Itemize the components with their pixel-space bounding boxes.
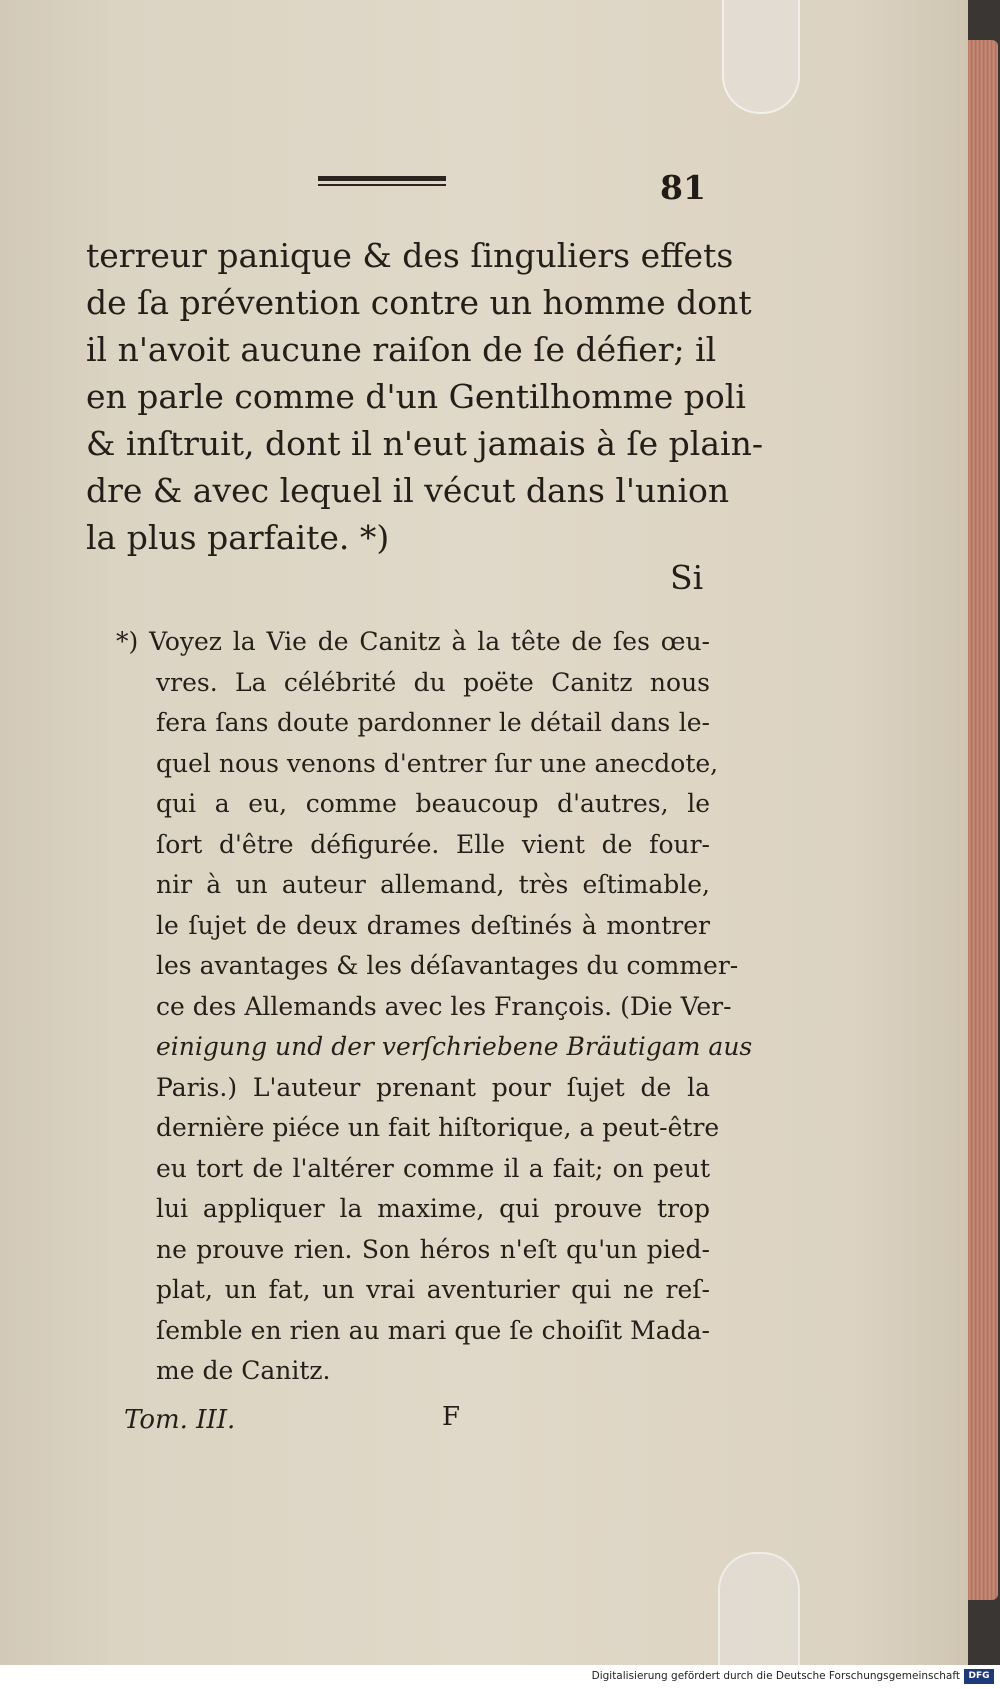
page-block-edge <box>968 40 998 1600</box>
dfg-logo: DFG <box>964 1669 994 1684</box>
footnote-line: qui a eu, comme beaucoup d'autres, le <box>156 789 710 818</box>
body-line: la plus parfaite. *) <box>86 518 390 557</box>
volume-signature: Tom. III. <box>124 1405 236 1435</box>
footnote-line: einigung und der verſchriebene Bräutigam aus <box>156 1032 753 1061</box>
footnote-line: me de Canitz. <box>156 1356 331 1385</box>
footnote-line: les avantages & les déſavantages du commer- <box>156 951 739 980</box>
body-line: & inſtruit, dont il n'eut jamais à ſe plain- <box>86 424 763 463</box>
footnote-line: nir à un auteur allemand, très eſtimable, <box>156 870 710 899</box>
footnote-line: quel nous venons d'entrer ſur une anecdote, <box>156 748 719 778</box>
footnote-line: vres. La célébrité du poëte Canitz nous <box>156 667 710 697</box>
body-line: il n'avoit aucune raiſon de ſe défier; il <box>86 330 717 369</box>
footnote-line: Paris.) L'auteur prenant pour ſujet de la <box>156 1072 710 1102</box>
footnote-line: eu tort de l'altérer comme il a fait; on peut <box>156 1153 710 1183</box>
page-clip-bottom <box>718 1552 800 1665</box>
footnote-line: *) Voyez la Vie de Canitz à la tête de ſes œu- <box>116 627 710 656</box>
body-line: dre & avec lequel il vécut dans l'union <box>86 471 730 510</box>
footnote-line: ne prouve rien. Son héros n'eſt qu'un pied- <box>156 1234 710 1264</box>
footer-credit: Digitalisierung gefördert durch die Deutsche Forschungsgemeinschaft <box>591 1670 960 1682</box>
footnote-line: ſort d'être défigurée. Elle vient de four- <box>156 829 710 859</box>
footnote-line: plat, un fat, un vrai aventurier qui ne reſ- <box>156 1275 710 1304</box>
footnote-line: ſemble en rien au mari que ſe choiſit Mada- <box>156 1315 710 1345</box>
footnote-line: dernière piéce un fait hiſtorique, a peut-être <box>156 1113 720 1142</box>
body-line: terreur panique & des ſinguliers effets <box>86 236 734 275</box>
header-rule <box>318 176 446 186</box>
catchword: Si <box>670 558 704 597</box>
page-clip-top <box>722 0 800 114</box>
page-number: 81 <box>660 168 706 207</box>
body-text <box>86 232 763 561</box>
footnote-line: le ſujet de deux drames deſtinés à montrer <box>156 910 710 940</box>
footnote-line: ce des Allemands avec les François. (Die Ver- <box>156 991 732 1021</box>
footnote <box>116 622 753 1392</box>
body-line: de ſa prévention contre un homme dont <box>86 283 752 322</box>
signature-mark: F <box>442 1402 461 1432</box>
footnote-line: lui appliquer la maxime, qui prouve trop <box>156 1194 710 1223</box>
body-line: en parle comme d'un Gentilhomme poli <box>86 377 746 416</box>
digitization-footer <box>0 1665 1000 1689</box>
footnote-line: fera ſans doute pardonner le détail dans le- <box>156 708 710 737</box>
